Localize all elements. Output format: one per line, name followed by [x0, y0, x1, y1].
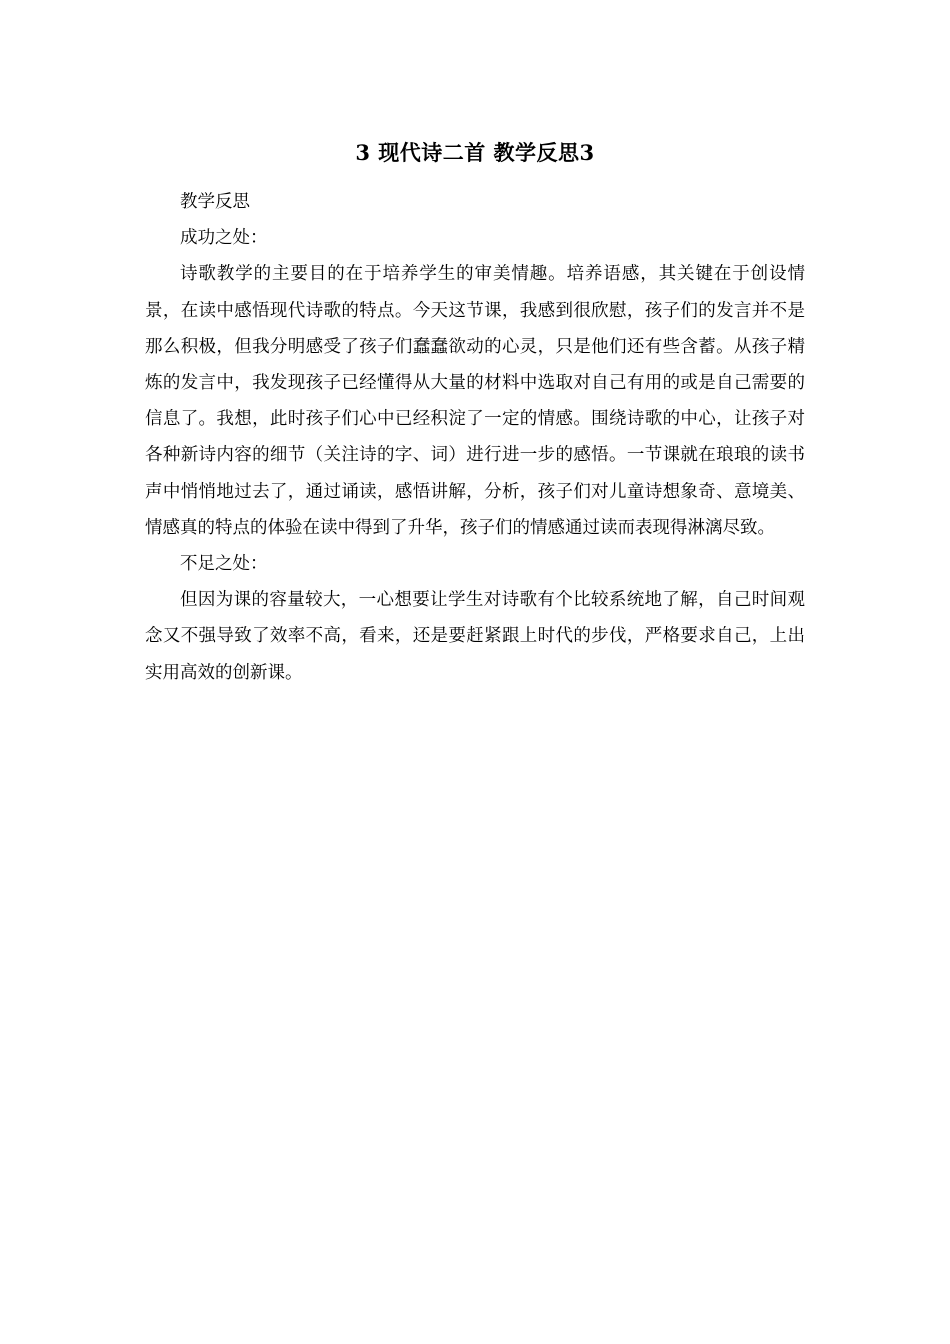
document-body	[145, 184, 805, 691]
success-label: 成功之处：	[180, 228, 268, 249]
shortcoming-paragraph: 但因为课的容量较大，一心想要让学生对诗歌有个比较系统地了解，自己时间观念又不强导致了效率不高，看来，还是要赶紧跟上时代的步伐，严格要求自己，上出实用高效的创新课。	[145, 590, 805, 683]
shortcoming-label: 不足之处：	[180, 554, 268, 575]
success-paragraph: 诗歌教学的主要目的在于培养学生的审美情趣。培养语感，其关键在于创设情景，在读中感悟现代诗歌的特点。今天这节课，我感到很欣慰，孩子们的发言并不是那么积极，但我分明感受了孩子们蠢蠢欲动的心灵，只是他们还有些含蓄。从孩子精炼的发言中，我发现孩子已经懂得从大量的材料中选取对自己有用的或是自己需要的信息了。我想，此时孩子们心中已经积淀了一定的情感。围绕诗歌的中心，让孩子对各种新诗内容的细节（关注诗的字、词）进行进一步的感悟。一节课就在琅琅的读书声中悄悄地过去了，通过诵读，感悟讲解，分析，孩子们对儿童诗想象奇、意境美、情感真的特点的体验在读中得到了升华，孩子们的情感通过读而表现得淋漓尽致。	[145, 264, 805, 538]
section-heading: 教学反思	[180, 192, 250, 212]
document-title: 3 现代诗二首 教学反思3	[355, 140, 595, 165]
